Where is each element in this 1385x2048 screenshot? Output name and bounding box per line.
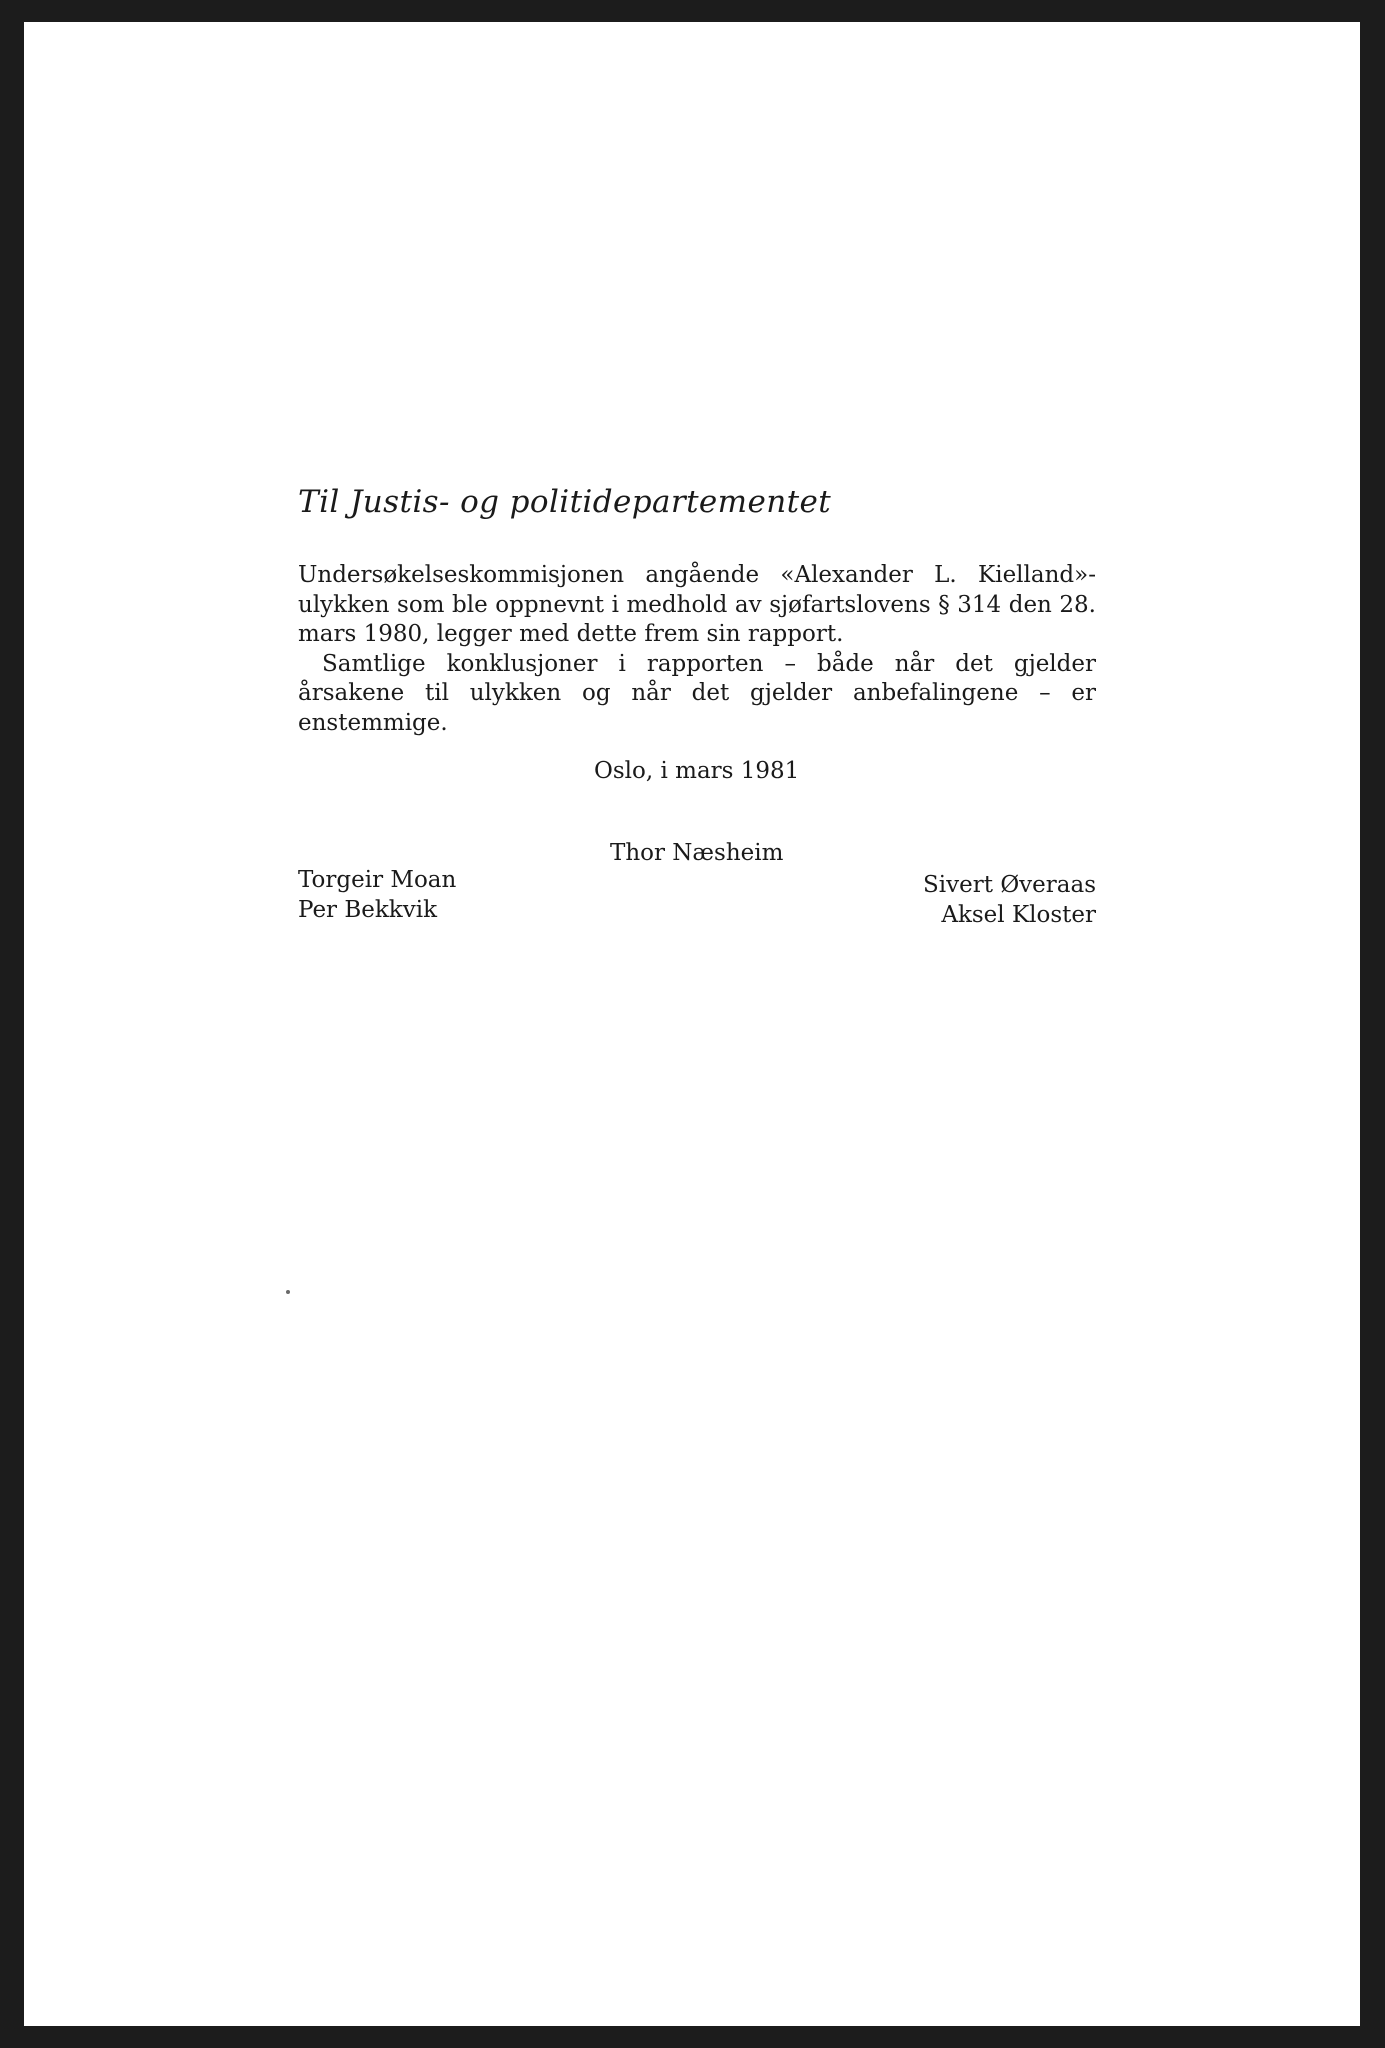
signatory-left-2: Per Bekkvik xyxy=(298,897,438,923)
letter-body xyxy=(298,561,1096,738)
signature-center xyxy=(610,838,783,868)
place-and-date: Oslo, i mars 1981 xyxy=(594,758,800,784)
scan-speck xyxy=(286,1290,290,1294)
signatory-chair: Thor Næsheim xyxy=(610,840,784,866)
signatory-right-2: Aksel Kloster xyxy=(941,902,1096,928)
signatory-left-1: Torgeir Moan xyxy=(298,867,457,893)
letter-heading: Til Justis- og politidepartementet xyxy=(298,484,832,520)
signatures-right xyxy=(923,870,1096,930)
paragraph-2: Samtlige konklusjoner i rapporten – både når det gjelder årsakene til ulykken og når det gjelder anbefalingene – er enstemmige. xyxy=(298,650,1096,736)
signatures-left xyxy=(298,865,456,925)
paragraph-1: Undersøkelseskommisjonen angående «Alexander L. Kielland»-ulykken som ble oppnevnt i medhold av sjøfartslovens § 314 den 28. mars 1980, legger med dette frem sin rapport. xyxy=(298,562,1096,647)
document-page xyxy=(24,22,1360,2026)
signatory-right-1: Sivert Øveraas xyxy=(923,872,1096,898)
